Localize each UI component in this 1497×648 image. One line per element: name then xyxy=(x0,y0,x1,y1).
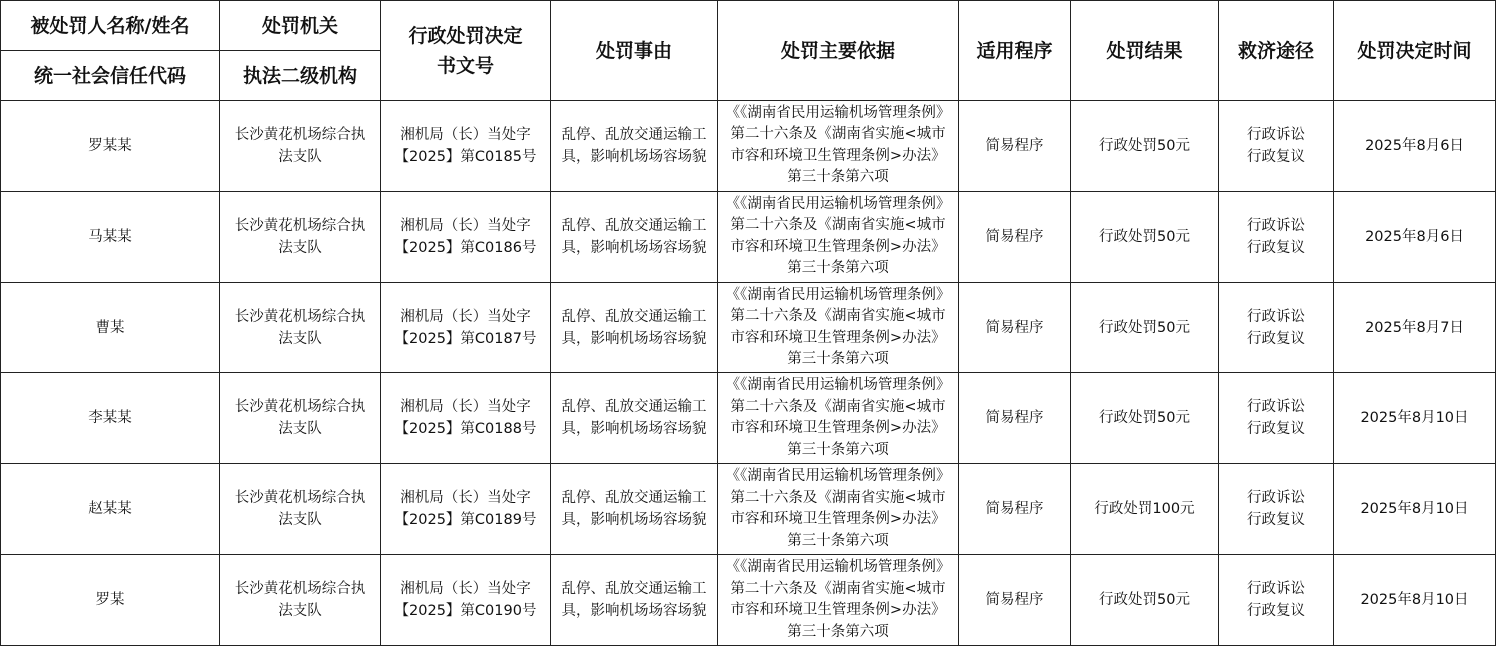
cell-doc-no-text: 湘机局（长）当处字【2025】第C0188号 xyxy=(394,399,537,438)
cell-remedy xyxy=(1219,464,1334,555)
cell-date: 2025年8月7日 xyxy=(1334,282,1496,373)
cell-result: 行政处罚100元 xyxy=(1071,464,1219,555)
cell-procedure: 简易程序 xyxy=(959,191,1071,282)
table-row xyxy=(1,555,1496,646)
cell-doc-no-text: 湘机局（长）当处字【2025】第C0185号 xyxy=(394,126,537,165)
cell-basis-text: 《《湖南省民用运输机场管理条例》第二十六条及《湖南省实施<城市市容和环境卫生管理条例>办法》第三十条第六项 xyxy=(725,104,951,186)
cell-procedure: 简易程序 xyxy=(959,373,1071,464)
cell-result: 行政处罚50元 xyxy=(1071,282,1219,373)
table-header xyxy=(1,1,1496,101)
header-result: 处罚结果 xyxy=(1071,1,1219,101)
cell-name: 罗某某 xyxy=(1,101,220,192)
cell-date: 2025年8月10日 xyxy=(1334,464,1496,555)
header-doc-no xyxy=(381,1,551,101)
table-body xyxy=(1,101,1496,646)
cell-doc-no xyxy=(381,555,551,646)
table-row xyxy=(1,464,1496,555)
cell-reason-text: 乱停、乱放交通运输工具，影响机场场容场貌 xyxy=(561,581,707,620)
cell-basis xyxy=(718,101,959,192)
cell-authority xyxy=(220,191,381,282)
cell-authority xyxy=(220,464,381,555)
cell-procedure: 简易程序 xyxy=(959,555,1071,646)
header-name: 被处罚人名称/姓名 xyxy=(1,1,220,51)
cell-date: 2025年8月6日 xyxy=(1334,191,1496,282)
table-row xyxy=(1,282,1496,373)
cell-doc-no xyxy=(381,191,551,282)
cell-doc-no xyxy=(381,282,551,373)
cell-basis xyxy=(718,555,959,646)
cell-doc-no-text: 湘机局（长）当处字【2025】第C0187号 xyxy=(394,308,537,347)
cell-remedy-text: 行政诉讼行政复议 xyxy=(1247,217,1305,256)
cell-remedy-text: 行政诉讼行政复议 xyxy=(1247,490,1305,529)
cell-basis xyxy=(718,191,959,282)
table-row xyxy=(1,373,1496,464)
cell-procedure: 简易程序 xyxy=(959,464,1071,555)
cell-reason xyxy=(551,464,718,555)
cell-authority xyxy=(220,282,381,373)
cell-doc-no xyxy=(381,464,551,555)
cell-remedy-text: 行政诉讼行政复议 xyxy=(1247,581,1305,620)
cell-result: 行政处罚50元 xyxy=(1071,101,1219,192)
header-basis: 处罚主要依据 xyxy=(718,1,959,101)
cell-result: 行政处罚50元 xyxy=(1071,191,1219,282)
cell-doc-no xyxy=(381,373,551,464)
cell-remedy xyxy=(1219,282,1334,373)
cell-name: 李某某 xyxy=(1,373,220,464)
cell-authority-text: 长沙黄花机场综合执法支队 xyxy=(234,581,366,620)
cell-reason-text: 乱停、乱放交通运输工具，影响机场场容场貌 xyxy=(561,399,707,438)
cell-authority xyxy=(220,101,381,192)
header-authority: 处罚机关 xyxy=(220,1,381,51)
cell-authority-text: 长沙黄花机场综合执法支队 xyxy=(234,399,366,438)
cell-name: 曹某 xyxy=(1,282,220,373)
cell-reason xyxy=(551,101,718,192)
cell-reason xyxy=(551,555,718,646)
cell-authority xyxy=(220,555,381,646)
cell-remedy xyxy=(1219,101,1334,192)
header-reason: 处罚事由 xyxy=(551,1,718,101)
cell-authority-text: 长沙黄花机场综合执法支队 xyxy=(234,308,366,347)
cell-authority-text: 长沙黄花机场综合执法支队 xyxy=(234,490,366,529)
cell-basis xyxy=(718,282,959,373)
cell-procedure: 简易程序 xyxy=(959,282,1071,373)
cell-basis-text: 《《湖南省民用运输机场管理条例》第二十六条及《湖南省实施<城市市容和环境卫生管理条例>办法》第三十条第六项 xyxy=(725,377,951,458)
cell-remedy xyxy=(1219,555,1334,646)
cell-doc-no xyxy=(381,101,551,192)
cell-reason-text: 乱停、乱放交通运输工具，影响机场场容场貌 xyxy=(561,126,707,165)
cell-reason-text: 乱停、乱放交通运输工具，影响机场场容场貌 xyxy=(561,490,707,529)
cell-remedy-text: 行政诉讼行政复议 xyxy=(1247,399,1305,438)
cell-remedy xyxy=(1219,191,1334,282)
cell-doc-no-text: 湘机局（长）当处字【2025】第C0186号 xyxy=(394,217,537,256)
cell-procedure: 简易程序 xyxy=(959,101,1071,192)
cell-name: 赵某某 xyxy=(1,464,220,555)
cell-basis xyxy=(718,373,959,464)
cell-basis xyxy=(718,464,959,555)
cell-remedy xyxy=(1219,373,1334,464)
cell-date: 2025年8月6日 xyxy=(1334,101,1496,192)
cell-date: 2025年8月10日 xyxy=(1334,373,1496,464)
header-date: 处罚决定时间 xyxy=(1334,1,1496,101)
cell-reason xyxy=(551,191,718,282)
cell-reason-text: 乱停、乱放交通运输工具，影响机场场容场貌 xyxy=(561,308,707,347)
cell-doc-no-text: 湘机局（长）当处字【2025】第C0189号 xyxy=(394,490,537,529)
cell-authority xyxy=(220,373,381,464)
cell-basis-text: 《《湖南省民用运输机场管理条例》第二十六条及《湖南省实施<城市市容和环境卫生管理条例>办法》第三十条第六项 xyxy=(725,195,951,277)
header-remedy: 救济途径 xyxy=(1219,1,1334,101)
header-sub-org: 执法二级机构 xyxy=(220,51,381,101)
cell-reason xyxy=(551,282,718,373)
cell-result: 行政处罚50元 xyxy=(1071,373,1219,464)
cell-remedy-text: 行政诉讼行政复议 xyxy=(1247,308,1305,347)
cell-doc-no-text: 湘机局（长）当处字【2025】第C0190号 xyxy=(394,581,537,620)
header-credit-code: 统一社会信任代码 xyxy=(1,51,220,101)
cell-basis-text: 《《湖南省民用运输机场管理条例》第二十六条及《湖南省实施<城市市容和环境卫生管理条例>办法》第三十条第六项 xyxy=(725,286,951,368)
cell-authority-text: 长沙黄花机场综合执法支队 xyxy=(234,217,366,256)
cell-name: 罗某 xyxy=(1,555,220,646)
cell-reason xyxy=(551,373,718,464)
cell-name: 马某某 xyxy=(1,191,220,282)
table-row xyxy=(1,101,1496,192)
cell-remedy-text: 行政诉讼行政复议 xyxy=(1247,126,1305,165)
cell-result: 行政处罚50元 xyxy=(1071,555,1219,646)
table-row xyxy=(1,191,1496,282)
cell-authority-text: 长沙黄花机场综合执法支队 xyxy=(234,126,366,165)
cell-reason-text: 乱停、乱放交通运输工具，影响机场场容场貌 xyxy=(561,217,707,256)
cell-date: 2025年8月10日 xyxy=(1334,555,1496,646)
cell-basis-text: 《《湖南省民用运输机场管理条例》第二十六条及《湖南省实施<城市市容和环境卫生管理条例>办法》第三十条第六项 xyxy=(725,468,951,549)
cell-basis-text: 《《湖南省民用运输机场管理条例》第二十六条及《湖南省实施<城市市容和环境卫生管理条例>办法》第三十条第六项 xyxy=(725,559,951,640)
header-procedure: 适用程序 xyxy=(959,1,1071,101)
header-doc-no-text: 行政处罚决定书文号 xyxy=(408,24,523,77)
